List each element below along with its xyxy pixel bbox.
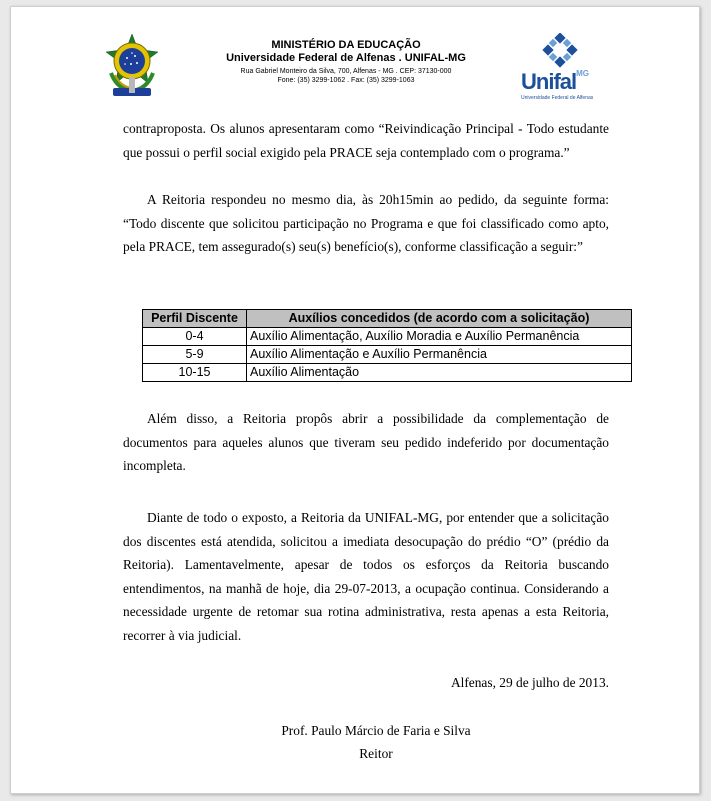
paragraph-2: A Reitoria respondeu no mesmo dia, às 20h15min ao pedido, da seguinte forma: “Todo discente que solicitou participação no Programa e que foi classificado como apto, pela PRACE, tem assegurado(s) seu(s) benefício(s), conforme classificação a seguir:” — [123, 192, 609, 254]
table-cell: 10-15 — [143, 364, 247, 382]
logo-tagline: Universidade Federal de Alfenas — [521, 95, 594, 101]
table-cell: Auxílio Alimentação, Auxílio Moradia e Auxílio Permanência — [247, 328, 632, 346]
logo-wordmark: Unifal$^{MG}$ — [521, 69, 590, 94]
address-line: Rua Gabriel Monteiro da Silva, 700, Alfenas - MG . CEP: 37130-000 — [240, 68, 452, 75]
paragraph-1: contraproposta. Os alunos apresentaram como “Reivindicação Principal - Todo estudante que possui o perfil social exigido pela PRACE seja contemplado com o programa.” — [123, 121, 609, 160]
letterhead — [11, 7, 699, 107]
benefits-table — [142, 309, 632, 382]
phone-line: Fone: (35) 3299-1062 . Fax: (35) 3299-1063 — [277, 77, 415, 84]
table-cell: Auxílio Alimentação — [247, 364, 632, 382]
unifal-emblem-icon — [541, 33, 579, 71]
table-header-row — [143, 310, 632, 328]
unifal-logo-icon — [517, 33, 605, 105]
column-header: Perfil Discente — [143, 310, 247, 328]
place-date: Alfenas, 29 de julho de 2013. — [450, 675, 609, 690]
table-cell: 0-4 — [143, 328, 247, 346]
table-row — [143, 328, 632, 346]
signatory-name: Prof. Paulo Márcio de Faria e Silva — [281, 723, 471, 738]
brazil-coat-of-arms-icon — [103, 33, 161, 99]
table-row — [143, 346, 632, 364]
university-name: Universidade Federal de Alfenas . UNIFAL-MG — [226, 52, 466, 64]
signature-block — [211, 719, 541, 765]
table-cell: 5-9 — [143, 346, 247, 364]
paragraph-3: Além disso, a Reitoria propôs abrir a possibilidade da complementação de documentos para aqueles alunos que tiveram seu pedido indeferido por documentação incompleta. — [123, 411, 609, 473]
table-row — [143, 364, 632, 382]
column-header: Auxílios concedidos (de acordo com a solicitação) — [247, 310, 632, 328]
ministry-name: MINISTÉRIO DA EDUCAÇÃO — [271, 39, 421, 51]
institution-block — [181, 39, 511, 85]
signatory-title: Reitor — [359, 746, 393, 761]
paragraph-4: Diante de todo o exposto, a Reitoria da UNIFAL-MG, por entender que a solicitação dos discentes está atendida, solicitou a imediata desocupação do prédio “O” (prédio da Reitoria). Lamentavelmente, apesar de todos os esforços da Reitoria buscando entendimentos, na manhã de hoje, dia 29-07-2013, a ocupação continua. Considerando a necessidade urgente de retomar sua rotina administrativa, resta apenas a esta Reitoria, recorrer à via judicial. — [123, 510, 609, 643]
table-cell: Auxílio Alimentação e Auxílio Permanência — [247, 346, 632, 364]
document-page — [10, 6, 700, 794]
